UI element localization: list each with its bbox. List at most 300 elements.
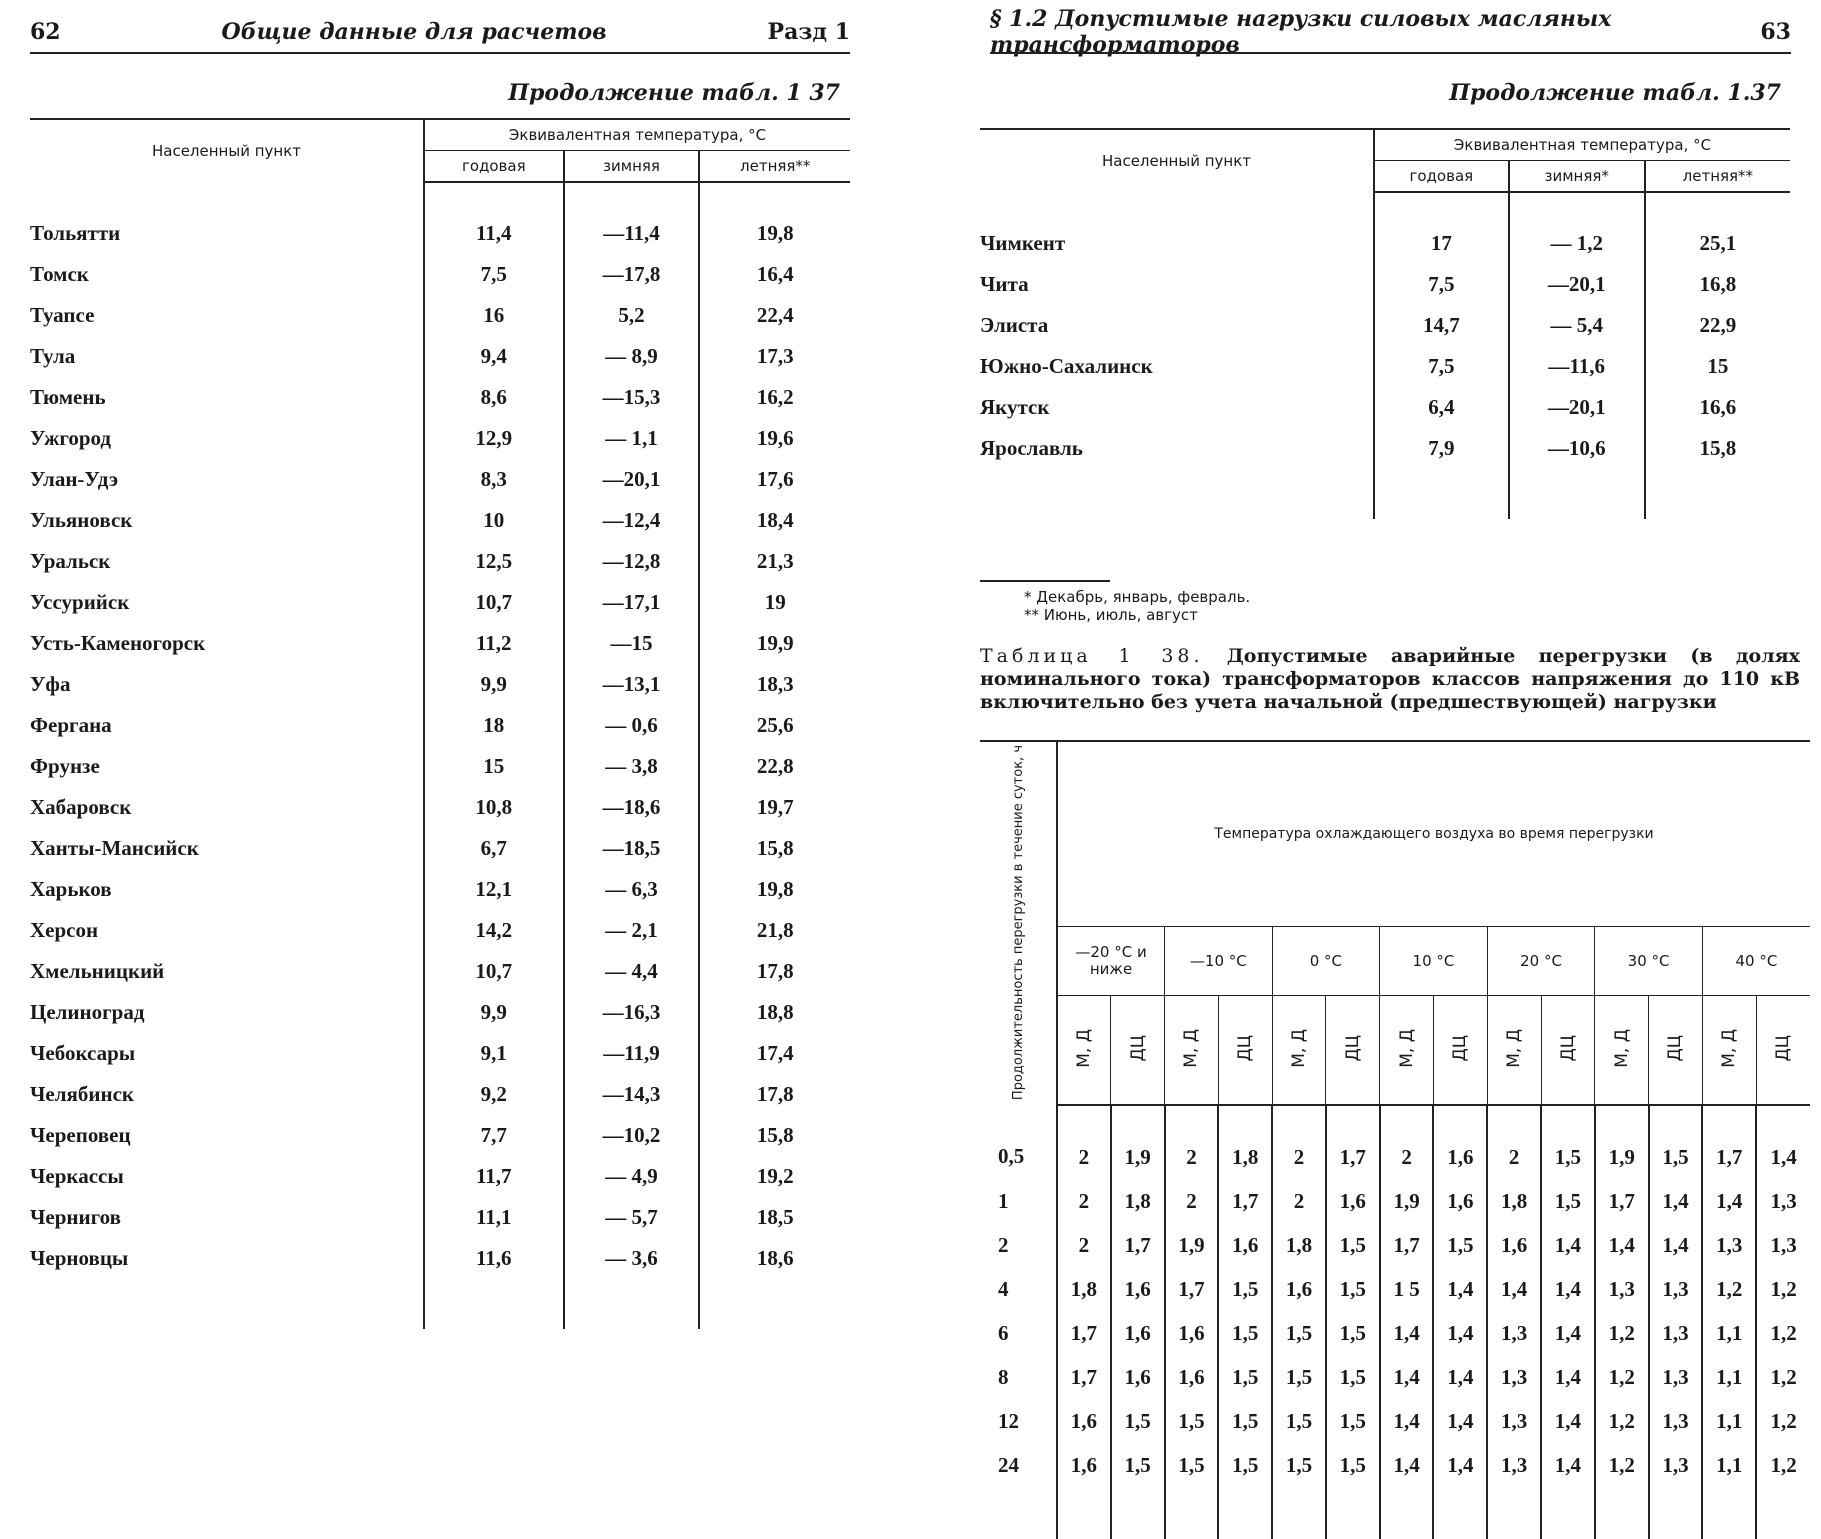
overload-value: 1,6 <box>1218 1223 1272 1267</box>
overload-value: 1,3 <box>1702 1223 1756 1267</box>
summer-temp: 22,8 <box>699 746 850 787</box>
overload-value: 1,4 <box>1541 1443 1595 1487</box>
city-name: Уссурийск <box>30 582 424 623</box>
city-name: Усть-Каменогорск <box>30 623 424 664</box>
overload-value: 1,3 <box>1649 1399 1703 1443</box>
winter-header: зимняя* <box>1509 161 1645 193</box>
overload-value: 1,3 <box>1595 1267 1649 1311</box>
table-row <box>980 1223 1810 1267</box>
overload-value: 1,1 <box>1702 1443 1756 1487</box>
cooling-type-header-row <box>980 996 1810 1106</box>
overload-value: 1,5 <box>1272 1355 1326 1399</box>
city-name: Томск <box>30 254 424 295</box>
table-row <box>980 1179 1810 1223</box>
cooling-type-label: М, Д <box>1074 1028 1095 1068</box>
annual-temp: 10,8 <box>475 795 513 819</box>
city-name: Уфа <box>30 664 424 705</box>
annual-temp: 9,2 <box>480 1082 507 1106</box>
overload-value: 1,6 <box>1057 1399 1111 1443</box>
summer-temp: 25,6 <box>699 705 850 746</box>
winter-temp: — 1,1 <box>564 418 700 459</box>
winter-temp: —11,9 <box>564 1033 700 1074</box>
overload-value: 1,4 <box>1649 1179 1703 1223</box>
winter-temp: — 6,3 <box>564 869 700 910</box>
overload-value: 1,7 <box>1057 1311 1111 1355</box>
overload-value: 1,7 <box>1326 1105 1380 1179</box>
city-name: Элиста <box>980 305 1374 346</box>
summer-temp: 18,4 <box>699 500 850 541</box>
overload-value: 1,9 <box>1165 1223 1219 1267</box>
summer-temp: 15,8 <box>699 828 850 869</box>
winter-temp: — 0,6 <box>564 705 700 746</box>
winter-temp: 5,2 <box>564 295 700 336</box>
overload-value: 1,4 <box>1756 1105 1810 1179</box>
winter-temp: —10,6 <box>1509 428 1645 469</box>
overload-value: 1 5 <box>1380 1267 1434 1311</box>
winter-temp: —10,2 <box>564 1115 700 1156</box>
cooling-type-header <box>1111 996 1165 1106</box>
right-page-number: 63 <box>1760 19 1791 45</box>
temperature-header-row <box>980 927 1810 996</box>
overload-value: 1,3 <box>1487 1355 1541 1399</box>
overload-value: 2 <box>1057 1179 1111 1223</box>
table-row <box>30 582 850 623</box>
annual-temp: 9,4 <box>480 344 507 368</box>
summer-temp: 16,4 <box>699 254 850 295</box>
overload-value: 1,4 <box>1541 1311 1595 1355</box>
city-name: Целиноград <box>30 992 424 1033</box>
overload-value: 1,5 <box>1272 1399 1326 1443</box>
overload-value: 1,5 <box>1326 1267 1380 1311</box>
overload-value: 1,4 <box>1541 1355 1595 1399</box>
summer-temp: 19,7 <box>699 787 850 828</box>
summer-header: летняя** <box>699 151 850 183</box>
right-running-title: § 1.2 Допустимые нагрузки силовых масляных трансформаторов <box>990 6 1612 58</box>
cooling-type-header <box>1218 996 1272 1106</box>
winter-temp: —16,3 <box>564 992 700 1033</box>
overload-value: 1,4 <box>1380 1399 1434 1443</box>
duration-hours: 1 <box>980 1179 1057 1223</box>
cooling-type-label: М, Д <box>1611 1028 1632 1068</box>
city-name: Тюмень <box>30 377 424 418</box>
table-row <box>30 828 850 869</box>
annual-temp: 12,9 <box>475 426 513 450</box>
winter-header: зимняя <box>564 151 700 183</box>
cooling-type-header <box>1487 996 1541 1106</box>
winter-temp: —13,1 <box>564 664 700 705</box>
city-name: Ужгород <box>30 418 424 459</box>
cooling-type-label: ДЦ <box>1127 1034 1148 1062</box>
footnotes <box>1024 588 1250 624</box>
overload-value: 1,4 <box>1541 1399 1595 1443</box>
overload-value: 1,5 <box>1326 1399 1380 1443</box>
cooling-type-header <box>1649 996 1703 1106</box>
table-row-spacer <box>980 1487 1810 1539</box>
overload-value: 1,3 <box>1649 1443 1703 1487</box>
annual-temp: 7,5 <box>480 262 507 286</box>
overload-value: 1,2 <box>1595 1355 1649 1399</box>
summer-temp: 19,9 <box>699 623 850 664</box>
annual-temp: 18 <box>483 713 505 737</box>
table-row <box>980 1443 1810 1487</box>
left-page-number: 62 <box>30 19 61 45</box>
winter-temp: — 5,4 <box>1509 305 1645 346</box>
overload-value: 1,3 <box>1487 1443 1541 1487</box>
table-row <box>30 254 850 295</box>
table-137-right-body <box>980 192 1790 519</box>
summer-temp: 17,3 <box>699 336 850 377</box>
overload-value: 1,5 <box>1326 1223 1380 1267</box>
cooling-type-header <box>1272 996 1326 1106</box>
winter-temp: —20,1 <box>1509 264 1645 305</box>
right-head-rule <box>990 52 1791 54</box>
annual-temp: 7,7 <box>480 1123 507 1147</box>
footnote-summer: ** Июнь, июль, август <box>1024 606 1198 624</box>
table-138 <box>980 740 1810 1539</box>
table-row <box>30 1074 850 1115</box>
footnote-winter: * Декабрь, январь, февраль. <box>1024 588 1251 606</box>
temperature-header: 0 °С <box>1272 927 1380 996</box>
table-row <box>980 387 1790 428</box>
summer-temp: 18,8 <box>699 992 850 1033</box>
winter-temp: —15,3 <box>564 377 700 418</box>
annual-temp: 6,4 <box>1428 395 1455 419</box>
winter-temp: —17,8 <box>564 254 700 295</box>
footnote-rule <box>980 580 1110 582</box>
winter-temp: — 4,4 <box>564 951 700 992</box>
summer-temp: 18,6 <box>699 1238 850 1279</box>
overload-value: 1,6 <box>1326 1179 1380 1223</box>
left-continuation-label: Продолжение табл. 1 37 <box>508 80 840 106</box>
summer-temp: 17,4 <box>699 1033 850 1074</box>
overload-value: 1,5 <box>1165 1443 1219 1487</box>
overload-value: 1,5 <box>1272 1311 1326 1355</box>
left-page <box>0 0 880 1381</box>
left-head-rule <box>30 52 850 54</box>
overload-value: 1,7 <box>1218 1179 1272 1223</box>
annual-temp: 12,1 <box>475 877 513 901</box>
temperature-header: 30 °С <box>1595 927 1703 996</box>
overload-value: 1,4 <box>1433 1355 1487 1399</box>
table-row <box>30 182 850 254</box>
table-row <box>980 1105 1810 1179</box>
table-row <box>30 377 850 418</box>
annual-temp: 9,9 <box>480 672 507 696</box>
cooling-type-header <box>1433 996 1487 1106</box>
overload-value: 1,7 <box>1702 1105 1756 1179</box>
winter-temp: — 5,7 <box>564 1197 700 1238</box>
overload-value: 1,5 <box>1326 1443 1380 1487</box>
duration-hours: 8 <box>980 1355 1057 1399</box>
winter-temp: —17,1 <box>564 582 700 623</box>
table-row <box>30 910 850 951</box>
cooling-type-header <box>1057 996 1111 1106</box>
overload-value: 1,5 <box>1218 1443 1272 1487</box>
table-row <box>30 664 850 705</box>
table-row <box>980 1267 1810 1311</box>
city-name: Чебоксары <box>30 1033 424 1074</box>
overload-value: 1,4 <box>1380 1355 1434 1399</box>
city-name: Южно-Сахалинск <box>980 346 1374 387</box>
temperature-header: 40 °С <box>1702 927 1810 996</box>
city-name: Хабаровск <box>30 787 424 828</box>
city-name: Тула <box>30 336 424 377</box>
city-name: Якутск <box>980 387 1374 428</box>
overload-value: 1,4 <box>1541 1223 1595 1267</box>
temperature-header: 10 °С <box>1380 927 1488 996</box>
table-row <box>30 336 850 377</box>
summer-temp: 19,8 <box>699 869 850 910</box>
overload-value: 1,4 <box>1433 1443 1487 1487</box>
table-row <box>30 992 850 1033</box>
city-name: Уральск <box>30 541 424 582</box>
cooling-type-label: ДЦ <box>1773 1034 1794 1062</box>
overload-value: 1,9 <box>1111 1105 1165 1179</box>
overload-value: 1,4 <box>1541 1267 1595 1311</box>
overload-value: 1,8 <box>1272 1223 1326 1267</box>
city-header: Населенный пункт <box>980 129 1374 192</box>
right-running-head <box>990 6 1791 58</box>
summer-temp: 18,5 <box>699 1197 850 1238</box>
table-row <box>30 1115 850 1156</box>
overload-value: 1,4 <box>1433 1399 1487 1443</box>
cooling-type-label: ДЦ <box>1450 1034 1471 1062</box>
summer-temp: 22,9 <box>1645 305 1790 346</box>
city-name: Ярославль <box>980 428 1374 469</box>
summer-temp: 19 <box>699 582 850 623</box>
overload-value: 1,8 <box>1057 1267 1111 1311</box>
overload-value: 1,5 <box>1326 1355 1380 1399</box>
table-row <box>30 459 850 500</box>
annual-temp: 7,5 <box>1428 272 1455 296</box>
overload-value: 1,6 <box>1111 1311 1165 1355</box>
overload-value: 1,4 <box>1380 1311 1434 1355</box>
duration-hours: 0,5 <box>980 1105 1057 1179</box>
overload-value: 1,5 <box>1111 1399 1165 1443</box>
temp-group-header: Эквивалентная температура, °С <box>1374 129 1790 161</box>
overload-value: 1,2 <box>1595 1443 1649 1487</box>
annual-temp: 11,7 <box>475 1164 512 1188</box>
winter-temp: —18,6 <box>564 787 700 828</box>
overload-value: 2 <box>1272 1179 1326 1223</box>
table-row <box>30 951 850 992</box>
cooling-type-label: М, Д <box>1719 1028 1740 1068</box>
overload-value: 1,6 <box>1487 1223 1541 1267</box>
annual-temp: 10,7 <box>475 959 513 983</box>
annual-temp: 6,7 <box>480 836 507 860</box>
annual-header: годовая <box>424 151 564 183</box>
cooling-type-label: ДЦ <box>1342 1034 1363 1062</box>
overload-value: 1,2 <box>1756 1443 1810 1487</box>
city-name: Чита <box>980 264 1374 305</box>
summer-temp: 16,6 <box>1645 387 1790 428</box>
overload-value: 1,2 <box>1756 1355 1810 1399</box>
annual-temp: 11,6 <box>475 1246 512 1270</box>
overload-value: 1,5 <box>1218 1267 1272 1311</box>
overload-value: 1,7 <box>1111 1223 1165 1267</box>
overload-value: 2 <box>1165 1179 1219 1223</box>
table-row <box>980 428 1790 469</box>
overload-value: 1,4 <box>1595 1223 1649 1267</box>
cooling-type-label: ДЦ <box>1557 1034 1578 1062</box>
overload-value: 1,6 <box>1165 1311 1219 1355</box>
overload-value: 1,3 <box>1487 1399 1541 1443</box>
annual-temp: 17 <box>1430 231 1452 255</box>
summer-temp: 15 <box>1645 346 1790 387</box>
table-row <box>980 1355 1810 1399</box>
winter-temp: —20,1 <box>564 459 700 500</box>
summer-temp: 18,3 <box>699 664 850 705</box>
overload-value: 2 <box>1057 1105 1111 1179</box>
table-138-caption <box>980 645 1800 714</box>
cooling-type-header <box>1595 996 1649 1106</box>
city-name: Хмельницкий <box>30 951 424 992</box>
summer-temp: 17,8 <box>699 951 850 992</box>
city-name: Улан-Удэ <box>30 459 424 500</box>
summer-temp: 25,1 <box>1645 192 1790 264</box>
table-row <box>980 346 1790 387</box>
temperature-header: —20 °С и ниже <box>1057 927 1165 996</box>
table-row-spacer <box>30 1279 850 1329</box>
overload-value: 1,7 <box>1165 1267 1219 1311</box>
duration-hours: 12 <box>980 1399 1057 1443</box>
table-row <box>30 869 850 910</box>
city-header: Населенный пункт <box>30 119 424 182</box>
city-name: Фергана <box>30 705 424 746</box>
summer-temp: 21,3 <box>699 541 850 582</box>
city-name: Фрунзе <box>30 746 424 787</box>
winter-temp: —20,1 <box>1509 387 1645 428</box>
annual-header: годовая <box>1374 161 1509 193</box>
winter-temp: —11,4 <box>564 182 700 254</box>
winter-temp: — 8,9 <box>564 336 700 377</box>
table-row <box>30 1033 850 1074</box>
overload-value: 1,4 <box>1649 1223 1703 1267</box>
annual-temp: 8,6 <box>480 385 507 409</box>
summer-temp: 15,8 <box>699 1115 850 1156</box>
table-row <box>30 295 850 336</box>
overload-value: 1,2 <box>1702 1267 1756 1311</box>
table-138-caption-label: Таблица 1 38. <box>980 645 1204 667</box>
summer-temp: 19,8 <box>699 182 850 254</box>
city-name: Череповец <box>30 1115 424 1156</box>
summer-temp: 17,6 <box>699 459 850 500</box>
table-row <box>30 623 850 664</box>
winter-temp: —12,4 <box>564 500 700 541</box>
overload-value: 1,3 <box>1756 1179 1810 1223</box>
overload-value: 1,6 <box>1111 1267 1165 1311</box>
city-name: Чернигов <box>30 1197 424 1238</box>
table-138-caption-text: Допустимые аварийные перегрузки (в долях номинального тока) трансформаторов классов напряжения до 110 кВ включительно без учета начальной (предшествующей) нагрузки <box>980 645 1800 713</box>
temperature-header: —10 °С <box>1165 927 1273 996</box>
table-row <box>30 787 850 828</box>
winter-temp: —11,6 <box>1509 346 1645 387</box>
cooling-type-label: ДЦ <box>1235 1034 1256 1062</box>
cooling-type-label: М, Д <box>1396 1028 1417 1068</box>
annual-temp: 16 <box>483 303 505 327</box>
city-name: Челябинск <box>30 1074 424 1115</box>
overload-value: 1,5 <box>1165 1399 1219 1443</box>
overload-value: 1,2 <box>1756 1267 1810 1311</box>
overload-value: 1,2 <box>1756 1311 1810 1355</box>
city-name: Ульяновск <box>30 500 424 541</box>
annual-temp: 10 <box>483 508 505 532</box>
duration-hours: 2 <box>980 1223 1057 1267</box>
table-row <box>30 705 850 746</box>
duration-hours: 6 <box>980 1311 1057 1355</box>
table-row <box>980 264 1790 305</box>
overload-value: 1,4 <box>1380 1443 1434 1487</box>
left-section-label: Разд 1 <box>767 19 850 45</box>
cooling-type-header <box>1541 996 1595 1106</box>
summer-temp: 19,2 <box>699 1156 850 1197</box>
summer-temp: 16,8 <box>1645 264 1790 305</box>
annual-temp: 11,4 <box>475 221 512 245</box>
winter-temp: — 3,6 <box>564 1238 700 1279</box>
duration-hours: 4 <box>980 1267 1057 1311</box>
overload-value: 1,5 <box>1541 1179 1595 1223</box>
winter-temp: — 3,8 <box>564 746 700 787</box>
overload-value: 1,5 <box>1218 1311 1272 1355</box>
city-name: Ханты-Мансийск <box>30 828 424 869</box>
overload-value: 1,5 <box>1541 1105 1595 1179</box>
overload-value: 1,2 <box>1595 1399 1649 1443</box>
overload-value: 1,5 <box>1272 1443 1326 1487</box>
table-row-spacer <box>980 469 1790 519</box>
table-row <box>30 418 850 459</box>
annual-temp: 7,5 <box>1428 354 1455 378</box>
city-name: Тольятти <box>30 182 424 254</box>
table-row <box>30 1197 850 1238</box>
overload-value: 1,4 <box>1702 1179 1756 1223</box>
summer-temp: 21,8 <box>699 910 850 951</box>
annual-temp: 10,7 <box>475 590 513 614</box>
overload-value: 1,8 <box>1218 1105 1272 1179</box>
winter-temp: — 1,2 <box>1509 192 1645 264</box>
overload-value: 1,6 <box>1272 1267 1326 1311</box>
annual-temp: 12,5 <box>475 549 513 573</box>
table-row <box>30 541 850 582</box>
summer-temp: 15,8 <box>1645 428 1790 469</box>
annual-temp: 11,2 <box>475 631 512 655</box>
overload-value: 1,7 <box>1057 1355 1111 1399</box>
overload-value: 2 <box>1272 1105 1326 1179</box>
overload-value: 1,4 <box>1433 1311 1487 1355</box>
table-137-left-body <box>30 182 850 1329</box>
duration-hours: 24 <box>980 1443 1057 1487</box>
right-continuation-label: Продолжение табл. 1.37 <box>1449 80 1781 106</box>
winter-temp: —12,8 <box>564 541 700 582</box>
overload-value: 1,3 <box>1649 1311 1703 1355</box>
cooling-type-header <box>1756 996 1810 1106</box>
table-row <box>30 1156 850 1197</box>
cooling-type-label: М, Д <box>1504 1028 1525 1068</box>
overload-value: 1,5 <box>1218 1399 1272 1443</box>
overload-value: 2 <box>1165 1105 1219 1179</box>
overload-value: 1,9 <box>1595 1105 1649 1179</box>
overload-value: 1,4 <box>1487 1267 1541 1311</box>
overload-value: 1,2 <box>1756 1399 1810 1443</box>
annual-temp: 14,2 <box>475 918 513 942</box>
table-138-body <box>980 1105 1810 1539</box>
winter-temp: —14,3 <box>564 1074 700 1115</box>
duration-header: Продолжительность перегрузки в течение суток, ч <box>980 741 1057 1105</box>
left-running-head <box>30 12 850 52</box>
overload-value: 2 <box>1380 1105 1434 1179</box>
annual-temp: 15 <box>483 754 505 778</box>
annual-temp: 9,1 <box>480 1041 507 1065</box>
overload-value: 1,6 <box>1111 1355 1165 1399</box>
